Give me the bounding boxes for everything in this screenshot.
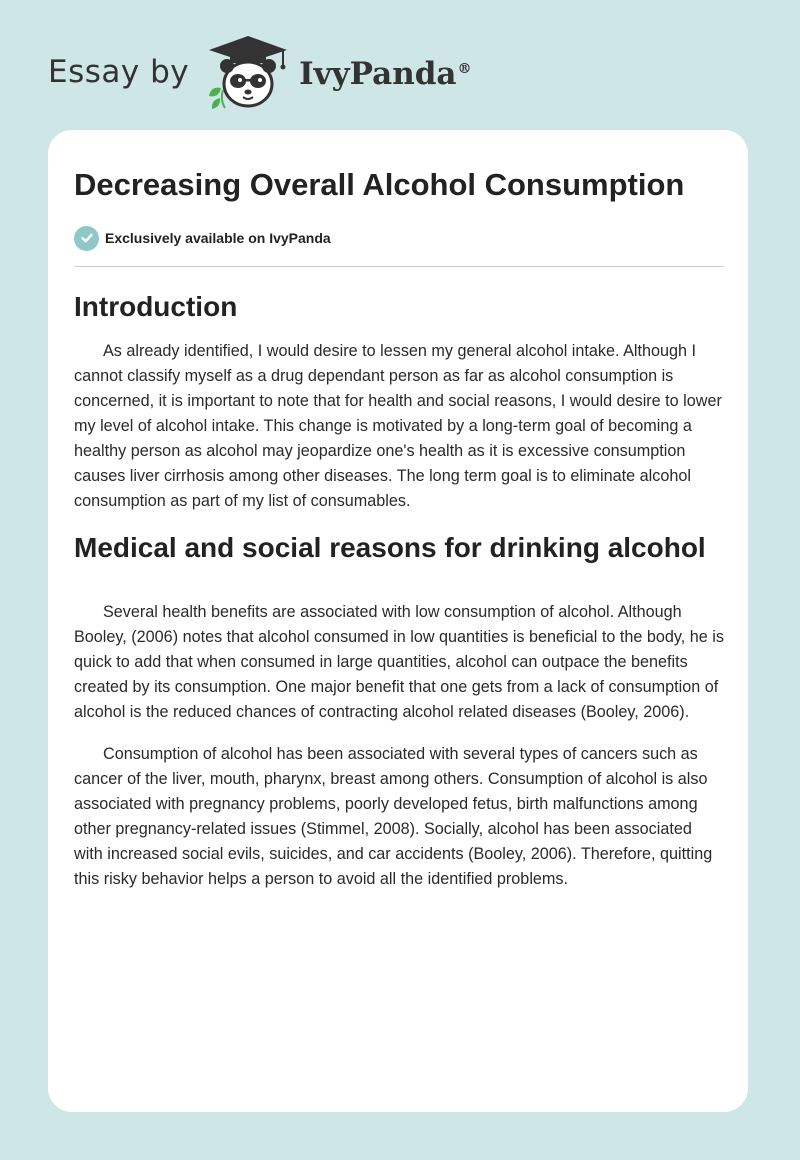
section-heading-medical-social: Medical and social reasons for drinking alcohol [74,532,706,563]
page-title: Decreasing Overall Alcohol Consumption [74,167,685,202]
site-header [48,32,472,112]
paragraph-health-benefits: Several health benefits are associated with low consumption of alcohol. Although Booley, (2006) notes that alcohol consumed in low quantities is beneficial to the body, he is quick to add that when consumed in large quantities, alcohol can outpace the benefits created by its consumption. One major benefit that one gets from a lack of consumption of alcohol is the reduced chances of contracting alcohol related diseases (Booley, 2006). [74,603,724,721]
essay-content [74,164,724,892]
registered-mark: ® [457,60,472,77]
exclusive-badge [74,225,724,251]
panda-graduate-icon [203,32,293,112]
essay-card [48,130,748,1112]
brand-name [299,56,471,92]
divider [74,266,724,267]
paragraph-introduction: As already identified, I would desire to lessen my general alcohol intake. Although I cannot classify myself as a drug dependant person as far as alcohol consumption is concerned, it is important to note that for health and social reasons, I would desire to lower my level of alcohol intake. This change is motivated by a long-term goal of becoming a healthy person as alcohol may jeopardize one's health as it is excessive consumption causes liver cirrhosis among other diseases. The long term goal is to eliminate alcohol consumption as part of my list of consumables. [74,342,722,510]
section-heading-introduction: Introduction [74,291,238,322]
check-circle-icon [74,226,99,251]
paragraph-cancer-risks: Consumption of alcohol has been associated with several types of cancers such as cancer of the liver, mouth, pharynx, breast among others. Consumption of alcohol is also associated with pregnancy problems, poorly developed fetus, birth malfunctions among other pregnancy-related issues (Stimmel, 2008). Socially, alcohol has been associated with increased social evils, suicides, and car accidents (Booley, 2006). Therefore, quitting this risky behavior helps a person to avoid all the identified problems. [74,745,713,888]
exclusive-label: Exclusively available on IvyPanda [105,230,331,246]
brand-name-text: IvyPanda [299,56,457,92]
essay-by-label: Essay by [48,54,190,90]
